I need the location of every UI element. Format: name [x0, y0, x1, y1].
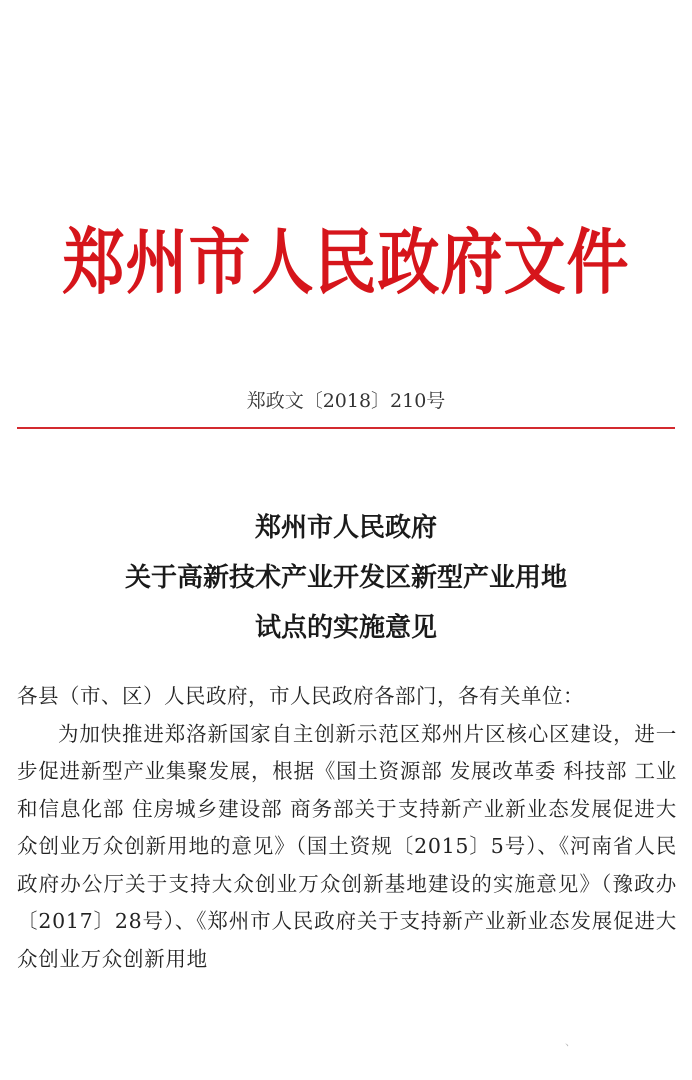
body-paragraph: 为加快推进郑洛新国家自主创新示范区郑州片区核心区建设，进一步促进新型产业集聚发展，根据《国土资源部 发展改革委 科技部 工业和信息化部 住房城乡建设部 商务部关于支持新产业新业态发展促进大众创业万众创新用地的意见》（国土资规〔2015〕5号）、《河南省人民政府办公厅关于支持大众创业万众创新基地建设的实施意见》（豫政办〔2017〕28号）、《郑州市人民政府关于支持新产业新业态发展促进大众创业万众创新用地 — [17, 721, 677, 971]
document-body — [17, 678, 677, 978]
red-divider-rule — [17, 427, 675, 429]
title-line-1: 郑州市人民政府 — [254, 513, 437, 543]
document-title — [0, 503, 692, 653]
title-line-2: 关于高新技术产业开发区新型产业用地 — [124, 563, 567, 593]
salutation: 各县（市、区）人民政府，市人民政府各部门，各有关单位： — [17, 684, 584, 708]
title-line-3: 试点的实施意见 — [254, 613, 437, 643]
document-masthead: 郑州市人民政府文件 — [62, 220, 630, 305]
document-number: 郑政文〔2018〕210号 — [246, 390, 446, 412]
watermark-icon: 、 — [565, 1035, 576, 1048]
